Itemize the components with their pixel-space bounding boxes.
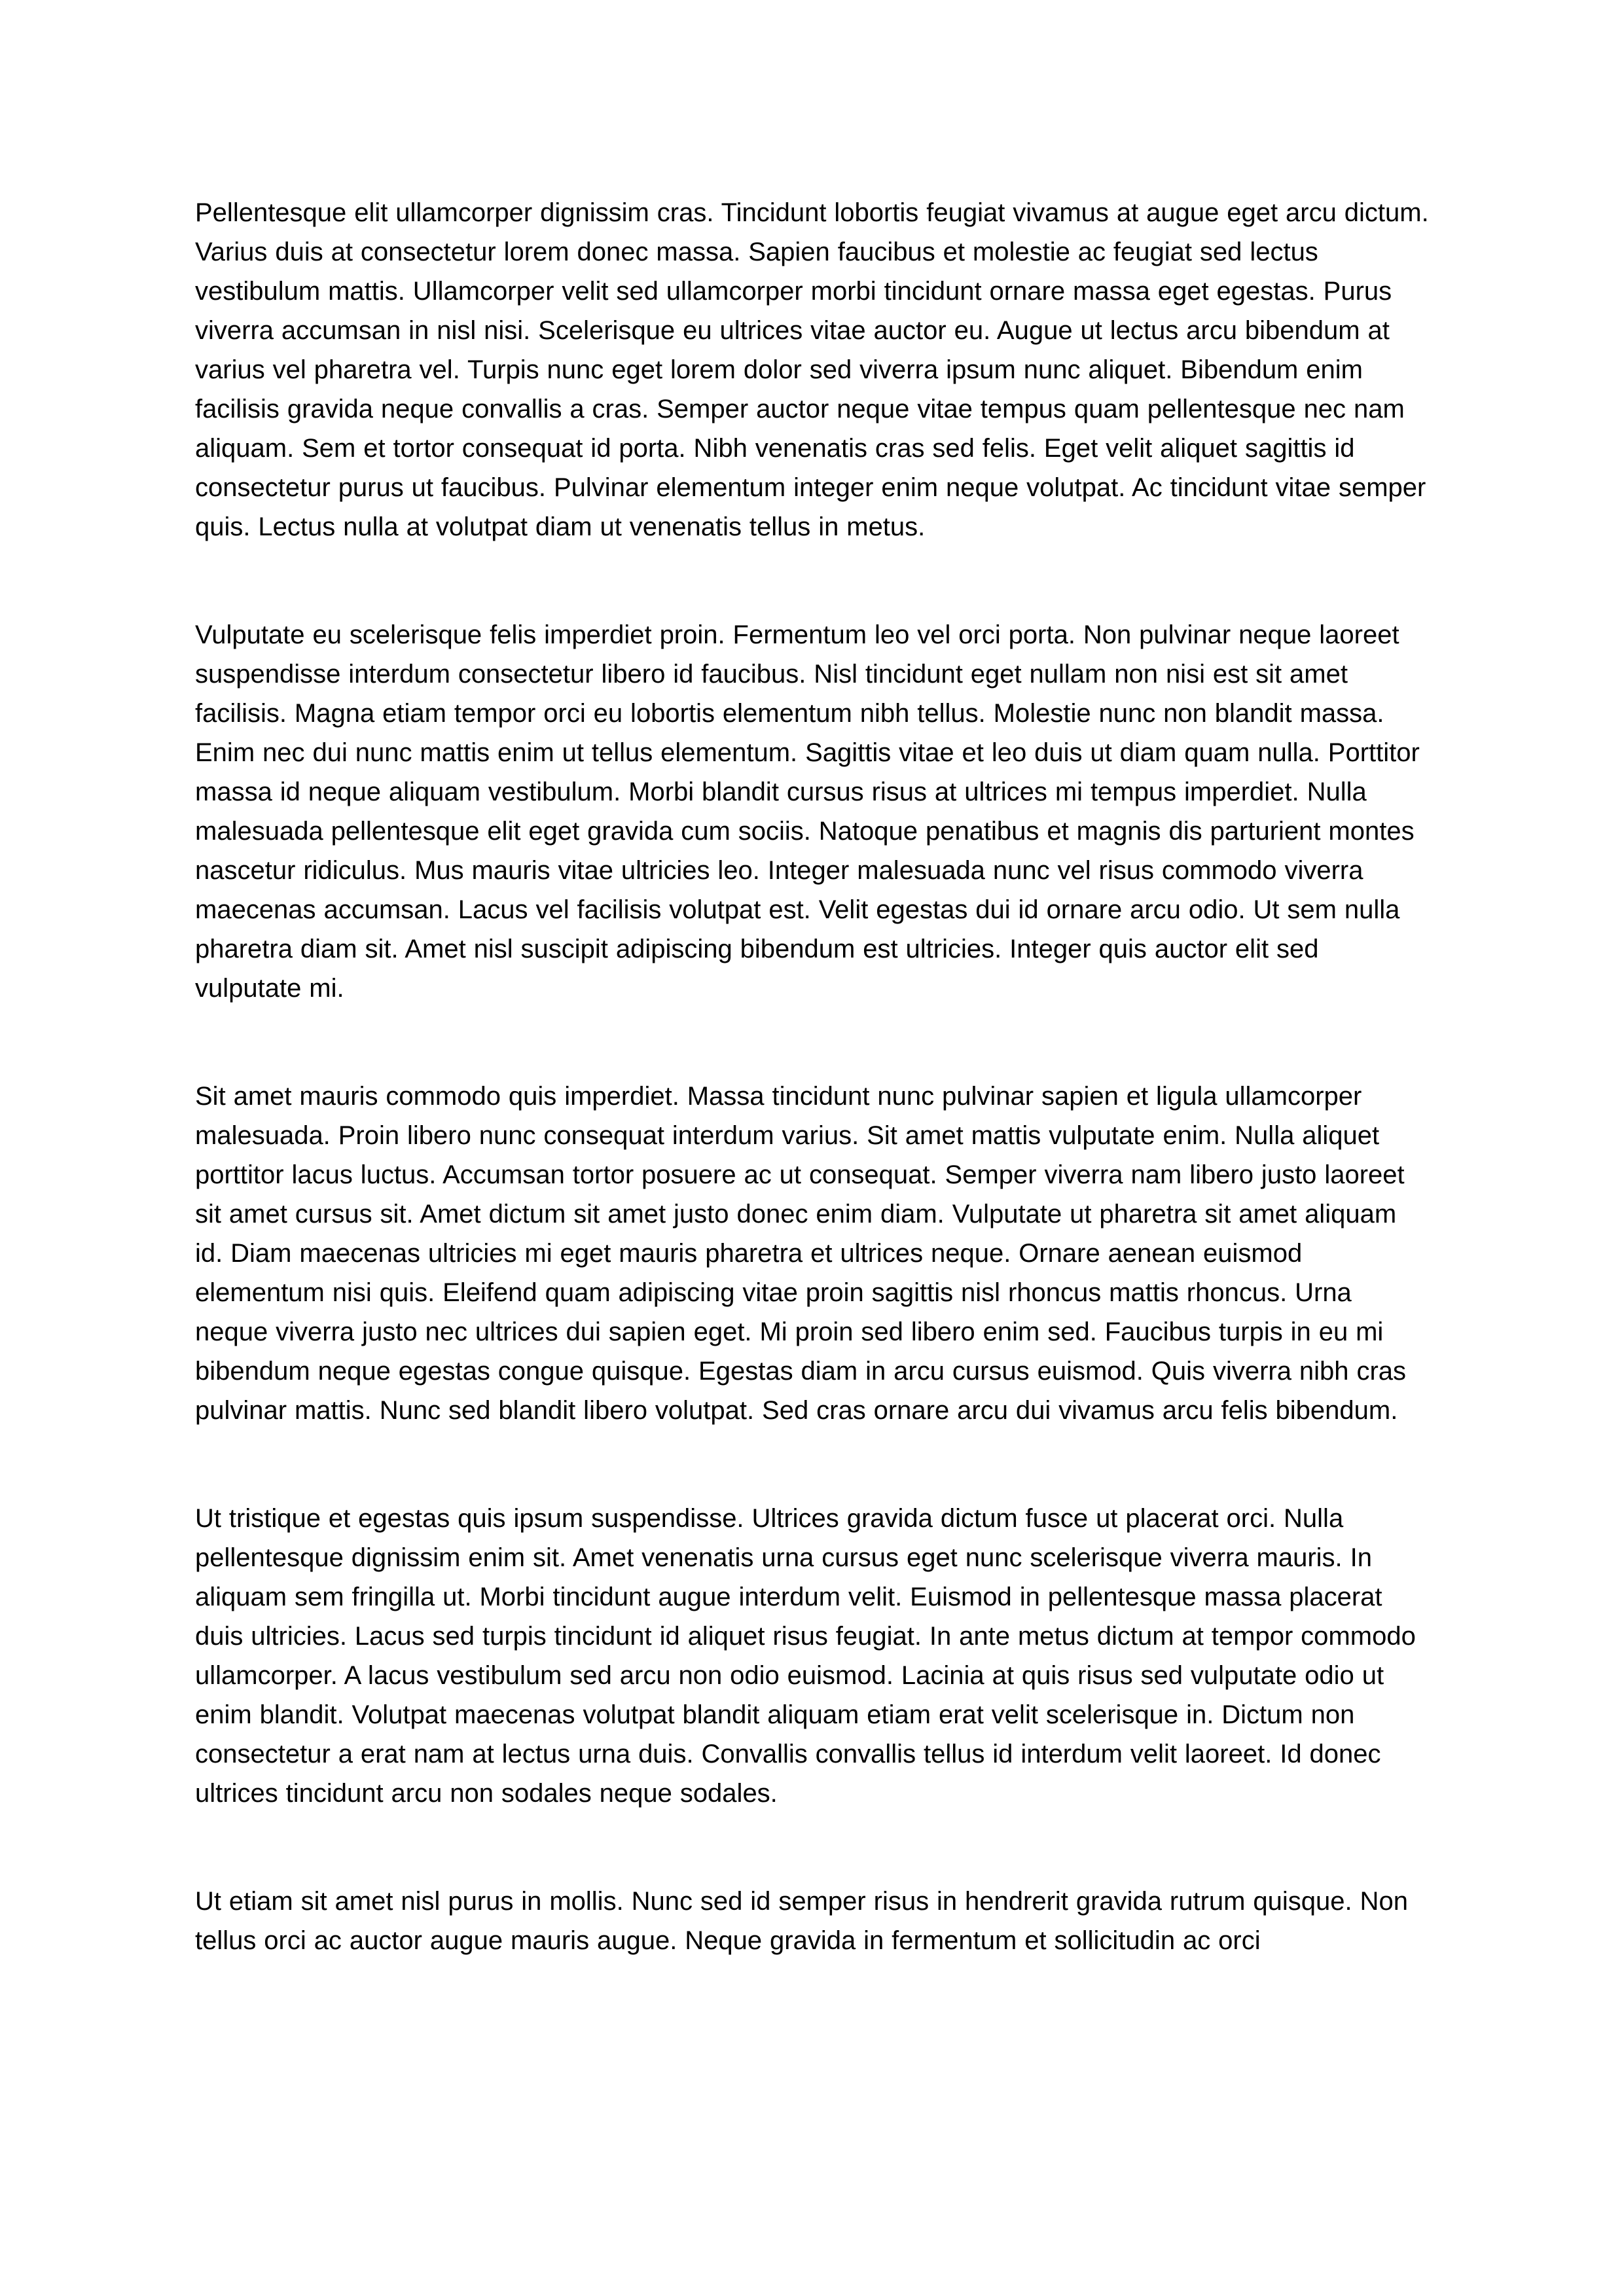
- paragraph: Pellentesque elit ullamcorper dignissim cras. Tincidunt lobortis feugiat vivamus at augue eget arcu dictum. Varius duis at consectetur lorem donec massa. Sapien faucibus et molestie ac feugiat sed lectus vestibulum mattis. Ullamcorper velit sed ullamcorper morbi tincidunt ornare massa eget egestas. Purus viverra accumsan in nisl nisi. Scelerisque eu ultrices vitae auctor eu. Augue ut lectus arcu bibendum at varius vel pharetra vel. Turpis nunc eget lorem dolor sed viverra ipsum nunc aliquet. Bibendum enim facilisis gravida neque convallis a cras. Semper auctor neque vitae tempus quam pellentesque nec nam aliquam. Sem et tortor consequat id porta. Nibh venenatis cras sed felis. Eget velit aliquet sagittis id consectetur purus ut faucibus. Pulvinar elementum integer enim neque volutpat. Ac tincidunt vitae semper quis. Lectus nulla at volutpat diam ut venenatis tellus in metus.: [195, 198, 1429, 541]
- paragraph: Ut tristique et egestas quis ipsum suspendisse. Ultrices gravida dictum fusce ut placerat orci. Nulla pellentesque dignissim enim sit. Amet venenatis urna cursus eget nunc scelerisque viverra mauris. In aliquam sem fringilla ut. Morbi tincidunt augue interdum velit. Euismod in pellentesque massa placerat duis ultricies. Lacus sed turpis tincidunt id aliquet risus feugiat. In ante metus dictum at tempor commodo ullamcorper. A lacus vestibulum sed arcu non odio euismod. Lacinia at quis risus sed vulputate odio ut enim blandit. Volutpat maecenas volutpat blandit aliquam etiam erat velit scelerisque in. Dictum non consectetur a erat nam at lectus urna duis. Convallis convallis tellus id interdum velit laoreet. Id donec ultrices tincidunt arcu non sodales neque sodales.: [195, 1504, 1416, 1808]
- paragraph: Vulputate eu scelerisque felis imperdiet proin. Fermentum leo vel orci porta. Non pulvinar neque laoreet suspendisse interdum consectetur libero id faucibus. Nisl tincidunt eget nullam non nisi est sit amet facilisis. Magna etiam tempor orci eu lobortis elementum nibh tellus. Molestie nunc non blandit massa. Enim nec dui nunc mattis enim ut tellus elementum. Sagittis vitae et leo duis ut diam quam nulla. Porttitor massa id neque aliquam vestibulum. Morbi blandit cursus risus at ultrices mi tempus imperdiet. Nulla malesuada pellentesque elit eget gravida cum sociis. Natoque penatibus et magnis dis parturient montes nascetur ridiculus. Mus mauris vitae ultricies leo. Integer malesuada nunc vel risus commodo viverra maecenas accumsan. Lacus vel facilisis volutpat est. Velit egestas dui id ornare arcu odio. Ut sem nulla pharetra diam sit. Amet nisl suscipit adipiscing bibendum est ultricies. Integer quis auctor elit sed vulputate mi.: [195, 620, 1420, 1003]
- paragraph: Sit amet mauris commodo quis imperdiet. Massa tincidunt nunc pulvinar sapien et ligula ullamcorper malesuada. Proin libero nunc consequat interdum varius. Sit amet mattis vulputate enim. Nulla aliquet porttitor lacus luctus. Accumsan tortor posuere ac ut consequat. Semper viverra nam libero justo laoreet sit amet cursus sit. Amet dictum sit amet justo donec enim diam. Vulputate ut pharetra sit amet aliquam id. Diam maecenas ultricies mi eget mauris pharetra et ultrices neque. Ornare aenean euismod elementum nisi quis. Eleifend quam adipiscing vitae proin sagittis nisl rhoncus mattis rhoncus. Urna neque viverra justo nec ultrices dui sapien eget. Mi proin sed libero enim sed. Faucibus turpis in eu mi bibendum neque egestas congue quisque. Egestas diam in arcu cursus euismod. Quis viverra nibh cras pulvinar mattis. Nunc sed blandit libero volutpat. Sed cras ornare arcu dui vivamus arcu felis bibendum.: [195, 1082, 1407, 1425]
- paragraph: Ut etiam sit amet nisl purus in mollis. Nunc sed id semper risus in hendrerit gravida rutrum quisque. Non tellus orci ac auctor augue mauris augue. Neque gravida in fermentum et sollicitudin ac orci: [195, 1887, 1408, 1955]
